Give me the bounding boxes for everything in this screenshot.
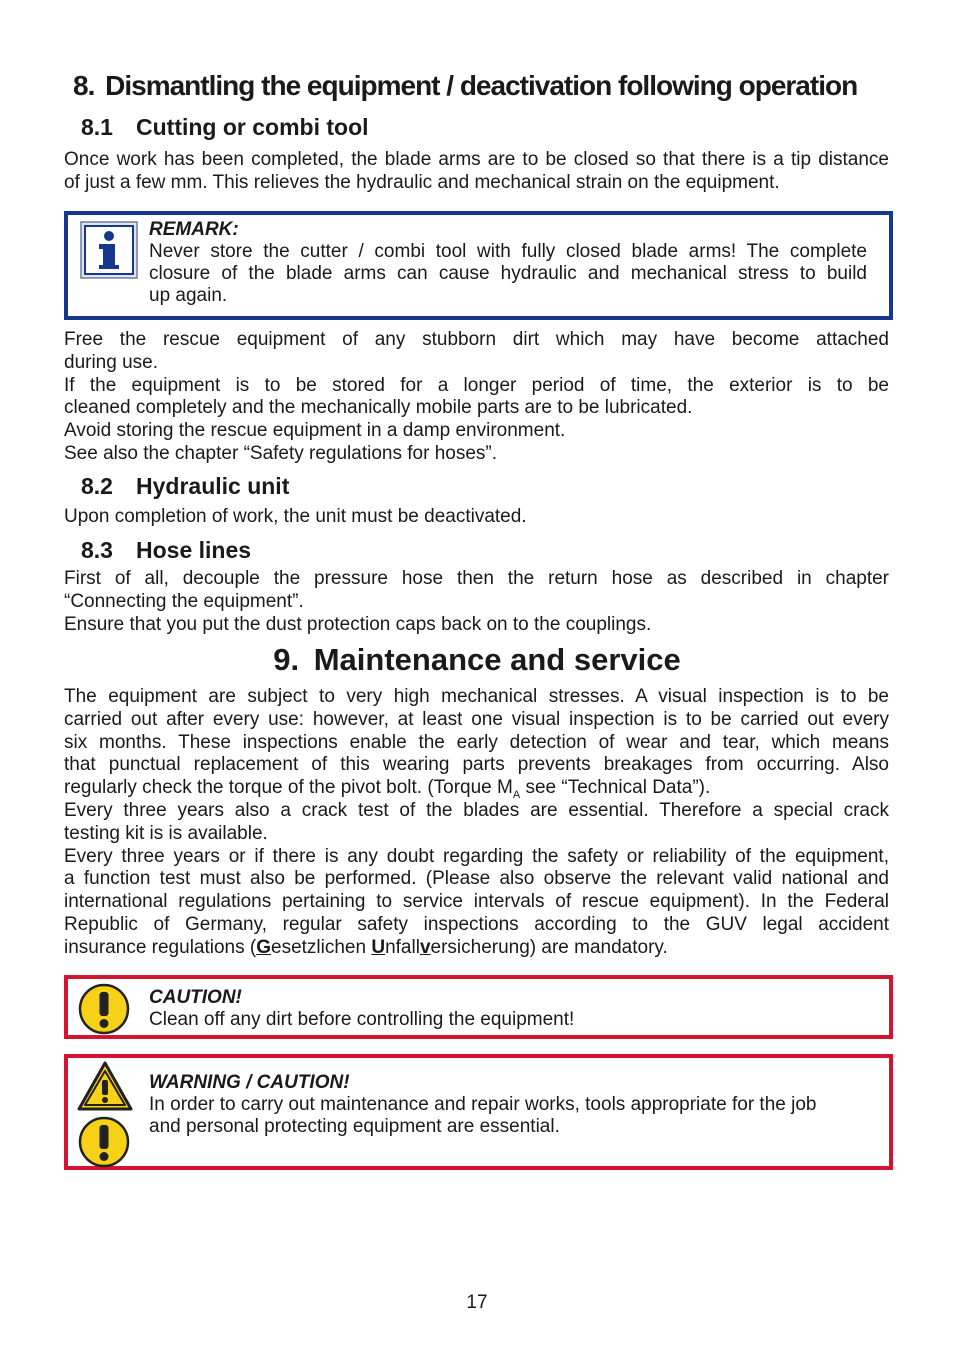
section-8-title: Dismantling the equipment / deactivation following operation (105, 70, 858, 101)
text-fragment: insurance regulations ( (64, 936, 257, 958)
caution-label: CAUTION! (149, 987, 242, 1008)
text-line: The equipment are subject to very high mechanical stresses. A visual inspection is to be (64, 686, 889, 707)
section-9-heading (0, 642, 954, 678)
remark-label: REMARK: (149, 219, 239, 240)
section-9-title: Maintenance and service (313, 642, 681, 677)
text-line: up again. (149, 285, 228, 306)
section-8-3-title: Hose lines (136, 537, 252, 563)
text-fragment: see “Technical Data”). (520, 777, 711, 799)
section-8-heading (73, 70, 857, 102)
text-line: Every three years also a crack test of the blades are essential. Therefore a special crack (64, 799, 889, 821)
paragraph-8-1-intro (64, 149, 889, 195)
caution-text (149, 987, 867, 1031)
exclamation-icon (78, 983, 130, 1035)
paragraph-9-maintenance (64, 686, 889, 960)
text-line: First of all, decouple the pressure hose then the return hose as described in chapter (64, 568, 889, 589)
text-line (64, 777, 889, 800)
section-8-3-heading (81, 537, 251, 564)
exclamation-icon (78, 1116, 130, 1168)
warning-triangle-icon (76, 1060, 134, 1112)
text-line: a function test must also be performed. (Please also observe the relevant valid national and (64, 868, 889, 890)
section-8-2-heading (81, 473, 289, 500)
section-8-2-title: Hydraulic unit (136, 473, 290, 499)
text-line: “Connecting the equipment”. (64, 590, 304, 612)
text-line: Upon completion of work, the unit must be deactivated. (64, 506, 527, 527)
warning-box (64, 1054, 893, 1170)
text-line: Republic of Germany, regular safety inspections according to the GUV legal accident (64, 913, 889, 935)
text-fragment: regularly check the torque of the pivot bolt. (Torque M (64, 777, 513, 799)
text-line: Clean off any dirt before controlling the equipment! (149, 1009, 575, 1030)
section-8-3-number: 8.3 (81, 537, 113, 563)
text-line: testing kit is is available. (64, 822, 268, 844)
section-8-1-heading (81, 114, 369, 141)
text-fragment: esetzlichen (271, 936, 372, 958)
text-fragment: nfall (385, 936, 420, 958)
abbrev-letter: G (256, 936, 271, 958)
section-9-number: 9. (273, 642, 300, 677)
warning-text (149, 1072, 867, 1138)
abbrev-letter: v (419, 936, 431, 958)
text-line: international regulations pertaining to service intervals of rescue equipment). In the Federal (64, 891, 889, 913)
page-number: 17 (466, 1292, 488, 1313)
text-line: carried out after every use: however, at least one visual inspection is to be carried out every (64, 708, 889, 730)
paragraph-8-1-care (64, 329, 889, 466)
text-line: closure of the blade arms can cause hydraulic and mechanical stress to build (149, 263, 867, 284)
abbrev-letter: U (371, 936, 386, 958)
section-8-1-number: 8.1 (81, 114, 113, 140)
text-line: Free the rescue equipment of any stubborn dirt which may have become attached (64, 329, 889, 350)
section-8-1-title: Cutting or combi tool (136, 114, 369, 140)
section-8-2-number: 8.2 (81, 473, 113, 499)
text-line: In order to carry out maintenance and repair works, tools appropriate for the job (149, 1094, 817, 1115)
torque-subscript: A (512, 789, 521, 802)
remark-text (149, 219, 867, 307)
text-line: See also the chapter “Safety regulations for hoses”. (64, 442, 498, 464)
text-line: Once work has been completed, the blade arms are to be closed so that there is a tip distance (64, 149, 889, 170)
text-line: of just a few mm. This relieves the hydraulic and mechanical strain on the equipment. (64, 171, 780, 193)
text-fragment: ersicherung) are mandatory. (430, 936, 668, 958)
text-line: six months. These inspections enable the early detection of wear and tear, which means (64, 731, 889, 753)
caution-box (64, 975, 893, 1039)
paragraph-8-3 (64, 568, 889, 636)
text-line: during use. (64, 351, 159, 373)
text-line: Avoid storing the rescue equipment in a damp environment. (64, 420, 566, 442)
text-line: If the equipment is to be stored for a longer period of time, the exterior is to be (64, 374, 889, 396)
warning-label: WARNING / CAUTION! (149, 1072, 350, 1093)
paragraph-8-2 (64, 506, 889, 529)
section-8-number: 8. (73, 70, 95, 101)
text-line: cleaned completely and the mechanically mobile parts are to be lubricated. (64, 397, 693, 419)
text-line (64, 937, 889, 960)
text-line: Never store the cutter / combi tool with fully closed blade arms! The complete (149, 241, 867, 262)
text-line: that punctual replacement of this wearing parts prevents breakages from occurring. Also (64, 754, 889, 776)
text-line: Ensure that you put the dust protection caps back on to the couplings. (64, 613, 652, 635)
remark-box (64, 211, 893, 320)
text-line: Every three years or if there is any doubt regarding the safety or reliability of the equipment, (64, 845, 889, 867)
info-icon (80, 221, 138, 279)
text-line: and personal protecting equipment are essential. (149, 1116, 560, 1137)
